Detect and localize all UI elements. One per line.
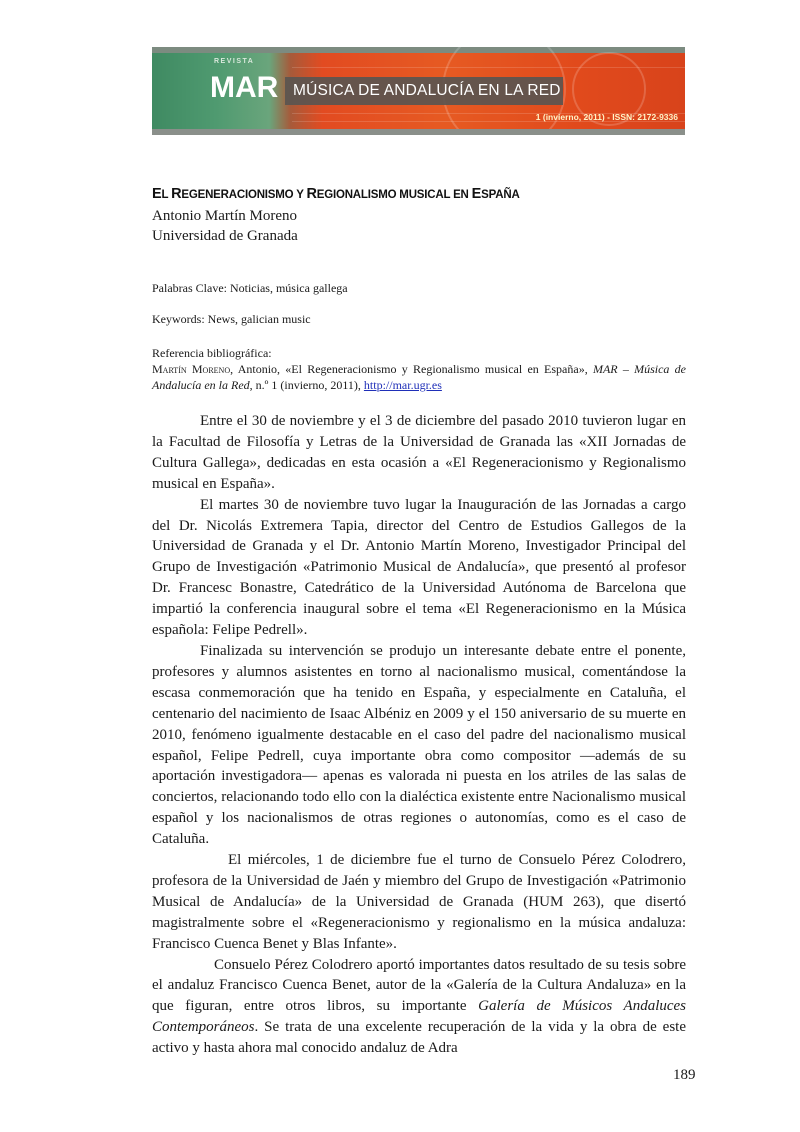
reference-text: , Antonio, «El Regeneracionismo y Regionalismo musical en España», [230, 362, 593, 376]
body-paragraph: Entre el 30 de noviembre y el 3 de diciembre del pasado 2010 tuvieron lugar en la Facultad de Filosofía y Letras de la Universidad de Granada las «XII Jornadas de Cultura Gallega», dedicadas en esta ocasión a «El Regeneracionismo y Regionalismo musical en España». [152, 413, 686, 492]
book-title: Galería de Músicos Andaluces Contemporáneos [152, 998, 687, 1036]
article-title: EL REGENERACIONISMO Y REGIONALISMO MUSICAL EN ESPAÑA [152, 186, 520, 202]
reference-issue: , n.º 1 (invierno, 2011), [249, 378, 364, 392]
reference-author: Martín Moreno [152, 362, 231, 376]
article-body [152, 411, 686, 1059]
article-author: Antonio Martín Moreno [152, 208, 297, 224]
body-paragraph: Consuelo Pérez Colodrero aportó importantes datos resultado de su tesis sobre el andaluz Francisco Cuenca Benet, autor de la «Galería de la Cultura Andaluza» en la que figuran, entre otros libros, su importante Galería de Músicos Andaluces Contemporáneos. Se trata de una excelente recuperación de la vida y la obra de este activo y hasta ahora mal conocido andaluz de Adra [152, 956, 687, 1057]
reference-journal: MAR – Música de Andalucía en la Red [152, 362, 687, 392]
banner-staff-line [292, 67, 685, 68]
reference-label: Referencia bibliográfica: [152, 346, 272, 360]
reference-url-link[interactable]: http://mar.ugr.es [363, 378, 442, 392]
banner-revista-label: REVISTA [214, 58, 255, 65]
keywords-spanish: Palabras Clave: Noticias, música gallega [152, 281, 348, 295]
bibliographic-reference [152, 361, 686, 393]
page-number: 189 [673, 1067, 696, 1083]
banner-logo-mar: MAR [210, 71, 279, 104]
keywords-english: Keywords: News, galician music [152, 312, 311, 326]
banner-issue-info: 1 (invierno, 2011) - ISSN: 2172-9336 [535, 112, 678, 122]
journal-banner [152, 47, 685, 135]
body-paragraph: Finalizada su intervención se produjo un interesante debate entre el ponente, profesores y alumnos asistentes en torno al nacionalismo musical, comentándose la escasa conmemoración que ha tenido en España, y especialmente en Cataluña, el centenario del nacimiento de Isaac Albéniz en 2009 y el 150 aniversario de su muerte en 2010, fenómeno igualmente destacable en el caso del padre del nacionalismo musical español, Felipe Pedrell, cuya importante obra como compositor —además de su aportación investigadora— apenas es valorada ni puesta en los atriles de las salas de conciertos, relacionando todo ello con la dialéctica existente entre Nacionalismo musical español y los nacionalismos de otras regiones o autonomías, como es el caso de Cataluña. [152, 642, 686, 848]
body-paragraph: El martes 30 de noviembre tuvo lugar la Inauguración de las Jornadas a cargo del Dr. Nicolás Extremera Tapia, director del Centro de Estudios Gallegos de la Universidad de Granada y el Dr. Antonio Martín Moreno, Investigador Principal del Grupo de Investigación «Patrimonio Musical de Andalucía», que presentó al profesor Dr. Francesc Bonastre, Catedrático de la Universidad Autónoma de Barcelona que impartió la conferencia inaugural sobre el tema «El Regeneracionismo en la Música española: Felipe Pedrell». [152, 496, 686, 639]
banner-bottom-strip [152, 129, 685, 135]
body-paragraph: El miércoles, 1 de diciembre fue el turno de Consuelo Pérez Colodrero, profesora de la Universidad de Jaén y miembro del Grupo de Investigación «Patrimonio Musical de Andalucía» de la Universidad de Granada (HUM 263), que disertó magistralmente sobre el «Regeneracionismo y regionalismo en la música andaluza: Francisco Cuenca Benet y Blas Infante». [152, 852, 686, 952]
banner-title: MÚSICA DE ANDALUCÍA EN LA RED [293, 82, 561, 99]
article-affiliation: Universidad de Granada [152, 228, 298, 244]
